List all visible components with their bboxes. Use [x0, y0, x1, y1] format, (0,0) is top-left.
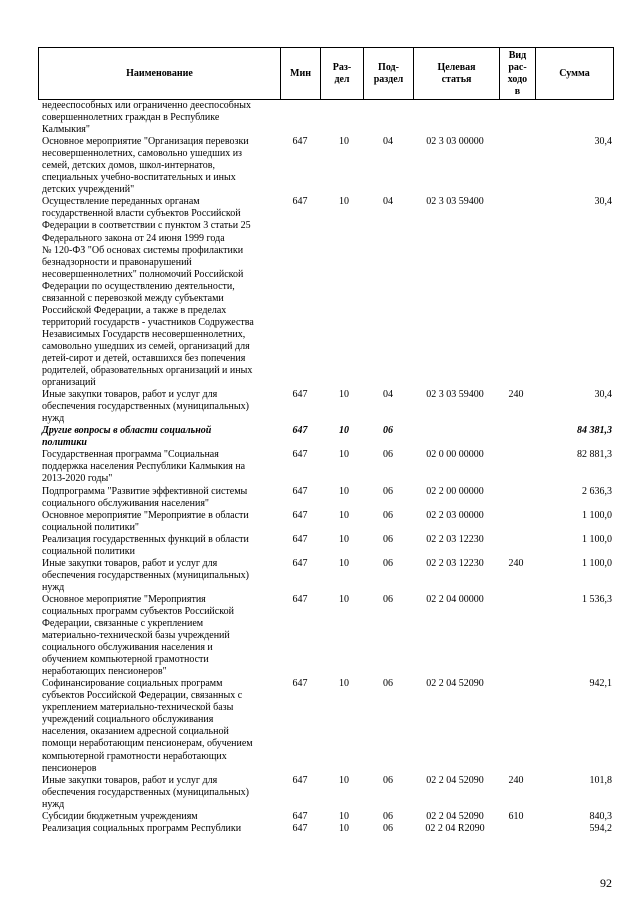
- row-summa: 594,2: [589, 822, 612, 834]
- row-podrazdel: 06: [383, 810, 393, 822]
- row-statya: 02 2 00 00000: [426, 485, 484, 497]
- row-podrazdel: 06: [383, 593, 393, 605]
- row-podrazdel: 06: [383, 822, 393, 834]
- table-row: [38, 558, 614, 594]
- row-statya: 02 2 03 00000: [426, 509, 484, 521]
- row-min: 647: [292, 533, 308, 545]
- page-number: 92: [600, 876, 612, 890]
- row-razdel: 10: [339, 593, 349, 605]
- row-podrazdel: 04: [383, 389, 393, 401]
- table-row: [38, 136, 614, 196]
- row-summa: 82 881,3: [577, 449, 612, 461]
- row-min: 647: [292, 449, 308, 461]
- row-podrazdel: 04: [383, 196, 393, 208]
- row-statya: 02 0 00 00000: [426, 449, 484, 461]
- header-min: Мин: [281, 48, 321, 99]
- row-min: 647: [292, 557, 308, 569]
- row-podrazdel: 06: [383, 509, 393, 521]
- row-statya: 02 3 03 59400: [426, 196, 484, 208]
- row-name: Государственная программа "Социальная поддержка населения Республики Калмыкия на 2013-2020 годы": [42, 449, 246, 485]
- row-summa: 1 100,0: [582, 557, 612, 569]
- row-razdel: 10: [339, 509, 349, 521]
- table-header: [38, 47, 614, 100]
- row-min: 647: [292, 485, 308, 497]
- row-summa: 1 100,0: [582, 509, 612, 521]
- row-podrazdel: 06: [383, 774, 393, 786]
- row-razdel: 10: [339, 425, 349, 437]
- table-row: [38, 449, 614, 485]
- row-summa: 1 100,0: [582, 533, 612, 545]
- table-row: [38, 775, 614, 811]
- row-razdel: 10: [339, 196, 349, 208]
- row-podrazdel: 06: [383, 533, 393, 545]
- row-vid: 240: [508, 774, 524, 786]
- row-statya: 02 2 03 12230: [426, 533, 484, 545]
- row-summa: 101,8: [589, 774, 612, 786]
- row-min: 647: [292, 810, 308, 822]
- row-name: Основное мероприятие "Мероприятие в области социальной политики": [42, 509, 249, 533]
- row-summa: 30,4: [594, 389, 612, 401]
- row-statya: 02 3 03 59400: [426, 389, 484, 401]
- row-razdel: 10: [339, 389, 349, 401]
- row-razdel: 10: [339, 449, 349, 461]
- row-razdel: 10: [339, 774, 349, 786]
- row-razdel: 10: [339, 822, 349, 834]
- row-podrazdel: 06: [383, 678, 393, 690]
- header-name: Наименование: [39, 48, 281, 99]
- row-summa: 840,3: [589, 810, 612, 822]
- row-razdel: 10: [339, 485, 349, 497]
- row-name: Иные закупки товаров, работ и услуг для обеспечения государственных (муниципальных) нужд: [42, 389, 249, 425]
- row-podrazdel: 06: [383, 425, 393, 437]
- row-razdel: 10: [339, 533, 349, 545]
- row-vid: 240: [508, 389, 524, 401]
- row-statya: 02 2 04 52090: [426, 810, 484, 822]
- row-summa: 2 636,3: [582, 485, 612, 497]
- row-min: 647: [292, 678, 308, 690]
- row-min: 647: [292, 136, 308, 148]
- row-statya: 02 2 04 R2090: [425, 822, 485, 834]
- row-name: Субсидии бюджетным учреждениям: [42, 810, 198, 822]
- header-razdel: Раз- дел: [321, 48, 364, 99]
- row-statya: 02 2 04 52090: [426, 678, 484, 690]
- table-row: [38, 678, 614, 774]
- table-row: [38, 196, 614, 389]
- row-name: Другие вопросы в области социальной политики: [42, 425, 212, 449]
- row-vid: 240: [508, 557, 524, 569]
- row-podrazdel: 06: [383, 449, 393, 461]
- table-row: [38, 534, 614, 558]
- row-name: Основное мероприятие "Мероприятия социальных программ субъектов Российской Федерации, связанные с укреплением материально-технической базы учреждений социального обслуживания населения и обучением компьютерной грамотности неработающих пенсионеров": [42, 593, 234, 678]
- row-statya: 02 2 04 52090: [426, 774, 484, 786]
- table-row: [38, 425, 614, 449]
- row-statya: 02 2 04 00000: [426, 593, 484, 605]
- row-min: 647: [292, 774, 308, 786]
- table-row: [38, 100, 614, 136]
- row-name: Осуществление переданных органам государственной власти субъектов Российской Федерации в соответствии с пунктом 3 статьи 25 Федерального закона от 24 июня 1999 года № 120-ФЗ "Об основах системы профилактики безнадзорности и правонарушений несовершеннолетних" полномочий Российской Федерации по осуществлению деятельности, связанной с перевозкой между субъектами Российской Федерации, а также в пределах территорий государств - участников Содружества Независимых Государств несовершеннолетних, самовольно ушедших из семей, организаций для детей-сирот и детей, оставшихся без попечения родителей, образовательных организаций и иных организаций: [42, 196, 254, 389]
- row-name: Основное мероприятие "Организация перевозки несовершеннолетних, самовольно ушедших из семей, детских домов, школ-интернатов, специальных учебно-воспитательных и иных детских учреждений": [42, 136, 249, 196]
- row-summa: 84 381,3: [577, 425, 612, 437]
- row-min: 647: [292, 822, 308, 834]
- row-name: Реализация государственных функций в области социальной политики: [42, 533, 249, 557]
- row-razdel: 10: [339, 557, 349, 569]
- row-min: 647: [292, 196, 308, 208]
- row-vid: 610: [508, 810, 524, 822]
- table-body: [38, 100, 614, 835]
- row-podrazdel: 04: [383, 136, 393, 148]
- row-name: Софинансирование социальных программ субъектов Российской Федерации, связанных с укреплением материально-технической базы учреждений социального обслуживания населения, оказанием адресной социальной помощи неработающим пенсионерам, обучением компьютерной грамотности неработающих пенсионеров: [42, 678, 253, 774]
- table-row: [38, 823, 614, 835]
- table-row: [38, 389, 614, 425]
- row-statya: 02 2 03 12230: [426, 557, 484, 569]
- table-row: [38, 811, 614, 823]
- header-statya: Целевая статья: [414, 48, 500, 99]
- header-summa: Сумма: [559, 67, 590, 79]
- row-min: 647: [292, 593, 308, 605]
- table-row: [38, 486, 614, 510]
- row-summa: 942,1: [589, 678, 612, 690]
- header-podrazdel: Под- раздел: [364, 48, 414, 99]
- row-min: 647: [292, 425, 308, 437]
- row-name: Иные закупки товаров, работ и услуг для обеспечения государственных (муниципальных) нужд: [42, 557, 249, 593]
- row-summa: 30,4: [594, 196, 612, 208]
- row-min: 647: [292, 389, 308, 401]
- row-summa: 1 536,3: [582, 593, 612, 605]
- table-row: [38, 594, 614, 678]
- row-statya: 02 3 03 00000: [426, 136, 484, 148]
- row-summa: 30,4: [594, 136, 612, 148]
- row-min: 647: [292, 509, 308, 521]
- row-podrazdel: 06: [383, 485, 393, 497]
- row-name: недееспособных или ограниченно дееспособных совершеннолетних граждан в Республике Калмыкия": [42, 100, 251, 136]
- row-name: Иные закупки товаров, работ и услуг для обеспечения государственных (муниципальных) нужд: [42, 774, 249, 810]
- header-vid: Вид рас- ходо в: [500, 48, 536, 99]
- row-name: Подпрограмма "Развитие эффективной системы социального обслуживания населения": [42, 485, 248, 509]
- row-razdel: 10: [339, 678, 349, 690]
- table-row: [38, 510, 614, 534]
- row-razdel: 10: [339, 136, 349, 148]
- row-name: Реализация социальных программ Республики: [42, 822, 242, 834]
- row-podrazdel: 06: [383, 557, 393, 569]
- row-razdel: 10: [339, 810, 349, 822]
